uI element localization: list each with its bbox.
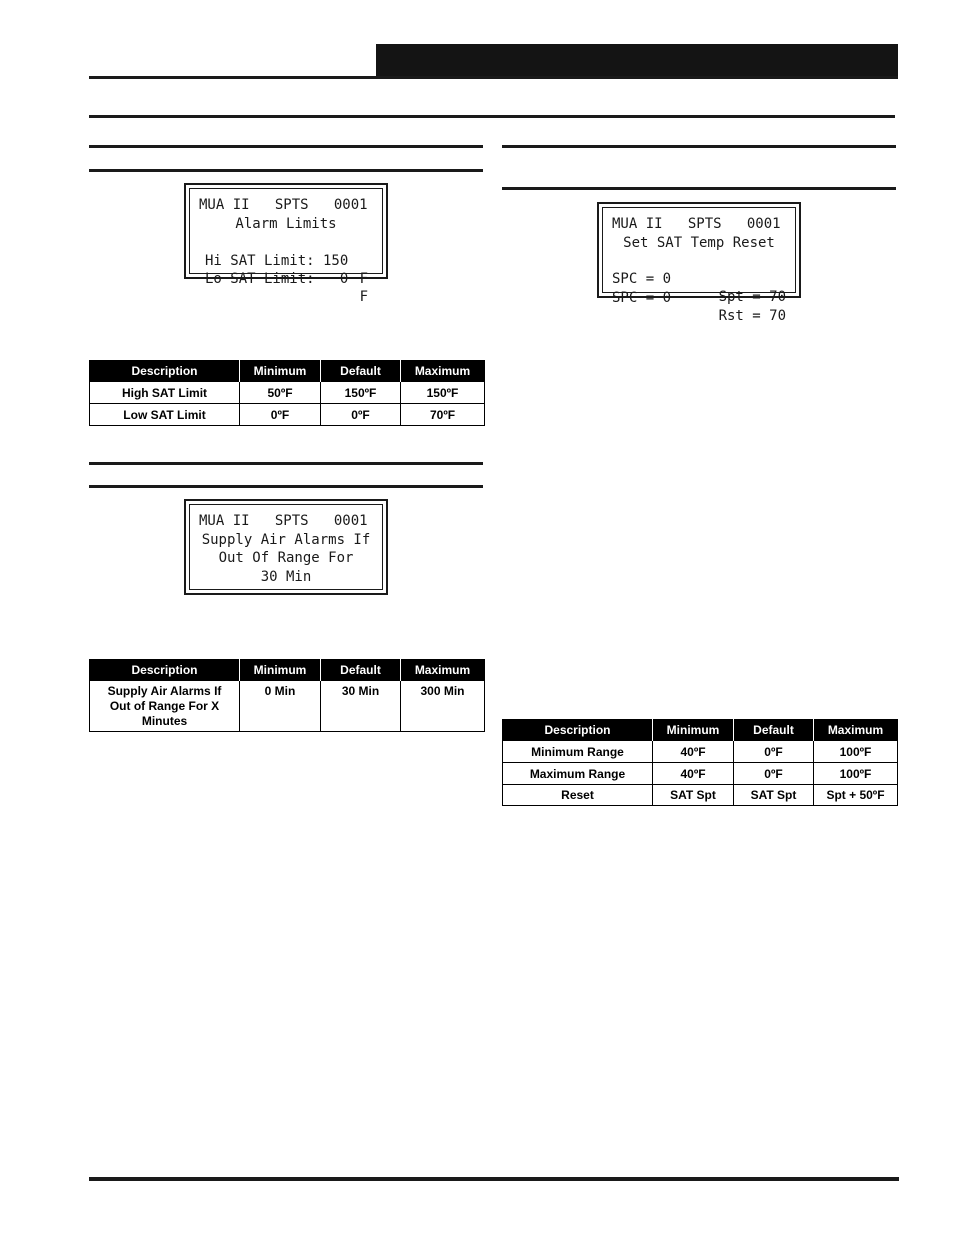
lcd-line-1: MUA II SPTS 0001: [612, 216, 781, 232]
supply-air-alarms-table: [89, 659, 485, 732]
cell-minimum: 40ºF: [653, 763, 734, 785]
lcd-alarm-limits: [184, 183, 388, 305]
table-row: [90, 404, 485, 426]
cell-maximum: 100ºF: [814, 741, 898, 763]
lcd-line-3-unit: F: [359, 271, 368, 287]
cell-description: Supply Air Alarms If Out of Range For X Minutes: [90, 681, 240, 732]
header-minimum: Minimum: [653, 719, 734, 741]
header-description: Description: [90, 360, 240, 382]
cell-minimum: 40ºF: [653, 741, 734, 763]
cell-description: Low SAT Limit: [90, 404, 240, 426]
header-rule: [89, 76, 898, 79]
cell-default: 0ºF: [734, 763, 814, 785]
table-header-row: [503, 719, 898, 741]
header-default: Default: [321, 360, 401, 382]
lcd-supply-air-alarms: [184, 499, 388, 595]
footer-rule: [89, 1177, 899, 1181]
header-black-tab: [376, 44, 898, 78]
lcd-line-1: MUA II SPTS 0001: [199, 197, 368, 213]
header-maximum: Maximum: [401, 360, 485, 382]
left-section1-rule-top: [89, 145, 483, 148]
cell-maximum: 300 Min: [401, 681, 485, 732]
header-default: Default: [321, 659, 401, 681]
table-row: [503, 741, 898, 763]
cell-description: High SAT Limit: [90, 382, 240, 404]
left-section2-rule-top: [89, 462, 483, 465]
table-row: [503, 763, 898, 785]
lcd-line-4-left: SPC = 0: [612, 290, 672, 306]
cell-description: Reset: [503, 785, 653, 806]
cell-default: 0ºF: [321, 404, 401, 426]
lcd-line-3: Out Of Range For: [218, 550, 354, 566]
cell-default: SAT Spt: [734, 785, 814, 806]
table-header-row: [90, 659, 485, 681]
header-description: Description: [503, 719, 653, 741]
header-description: Description: [90, 659, 240, 681]
lcd-inner-frame: [189, 188, 383, 305]
left-section2-rule-bottom: [89, 485, 483, 488]
lcd-line-2: Supply Air Alarms If: [201, 532, 371, 548]
lcd-line-4-label: Lo SAT Limit: 0: [205, 271, 349, 287]
header-minimum: Minimum: [240, 659, 321, 681]
lcd-line-4: 30 Min: [260, 569, 312, 585]
lcd-line-3-right: Spt = 70: [718, 289, 786, 305]
lcd-line-1: MUA II SPTS 0001: [199, 513, 368, 529]
right-section-rule-top: [502, 145, 896, 148]
lcd-line-4-unit: F: [359, 289, 368, 305]
cell-default: 150ºF: [321, 382, 401, 404]
header-default: Default: [734, 719, 814, 741]
header-maximum: Maximum: [401, 659, 485, 681]
cell-maximum: Spt + 50ºF: [814, 785, 898, 806]
sat-reset-table: [502, 719, 898, 806]
lcd-line-2: Set SAT Temp Reset: [623, 235, 775, 251]
top-section-rule: [89, 115, 895, 118]
lcd-line-2: Alarm Limits: [235, 216, 337, 232]
cell-minimum: 0ºF: [240, 404, 321, 426]
lcd-line-3-left: SPC = 0: [612, 271, 672, 287]
table-row: [90, 681, 485, 732]
cell-minimum: 0 Min: [240, 681, 321, 732]
lcd-inner-frame: [602, 207, 796, 324]
cell-maximum: 70ºF: [401, 404, 485, 426]
table-header-row: [90, 360, 485, 382]
cell-default: 0ºF: [734, 741, 814, 763]
table-row: [90, 382, 485, 404]
lcd-line-3-label: Hi SAT Limit: 150: [205, 253, 349, 269]
header-minimum: Minimum: [240, 360, 321, 382]
table-row: [503, 785, 898, 806]
cell-description: Minimum Range: [503, 741, 653, 763]
left-section1-rule-bottom: [89, 169, 483, 172]
right-section-rule-bottom: [502, 187, 896, 190]
cell-minimum: 50ºF: [240, 382, 321, 404]
lcd-sat-temp-reset: [597, 202, 801, 324]
cell-maximum: 100ºF: [814, 763, 898, 785]
alarm-limits-table: [89, 360, 485, 426]
cell-maximum: 150ºF: [401, 382, 485, 404]
cell-minimum: SAT Spt: [653, 785, 734, 806]
lcd-line-4-right: Rst = 70: [718, 308, 786, 324]
cell-description: Maximum Range: [503, 763, 653, 785]
header-maximum: Maximum: [814, 719, 898, 741]
cell-default: 30 Min: [321, 681, 401, 732]
lcd-inner-frame: [189, 504, 383, 590]
